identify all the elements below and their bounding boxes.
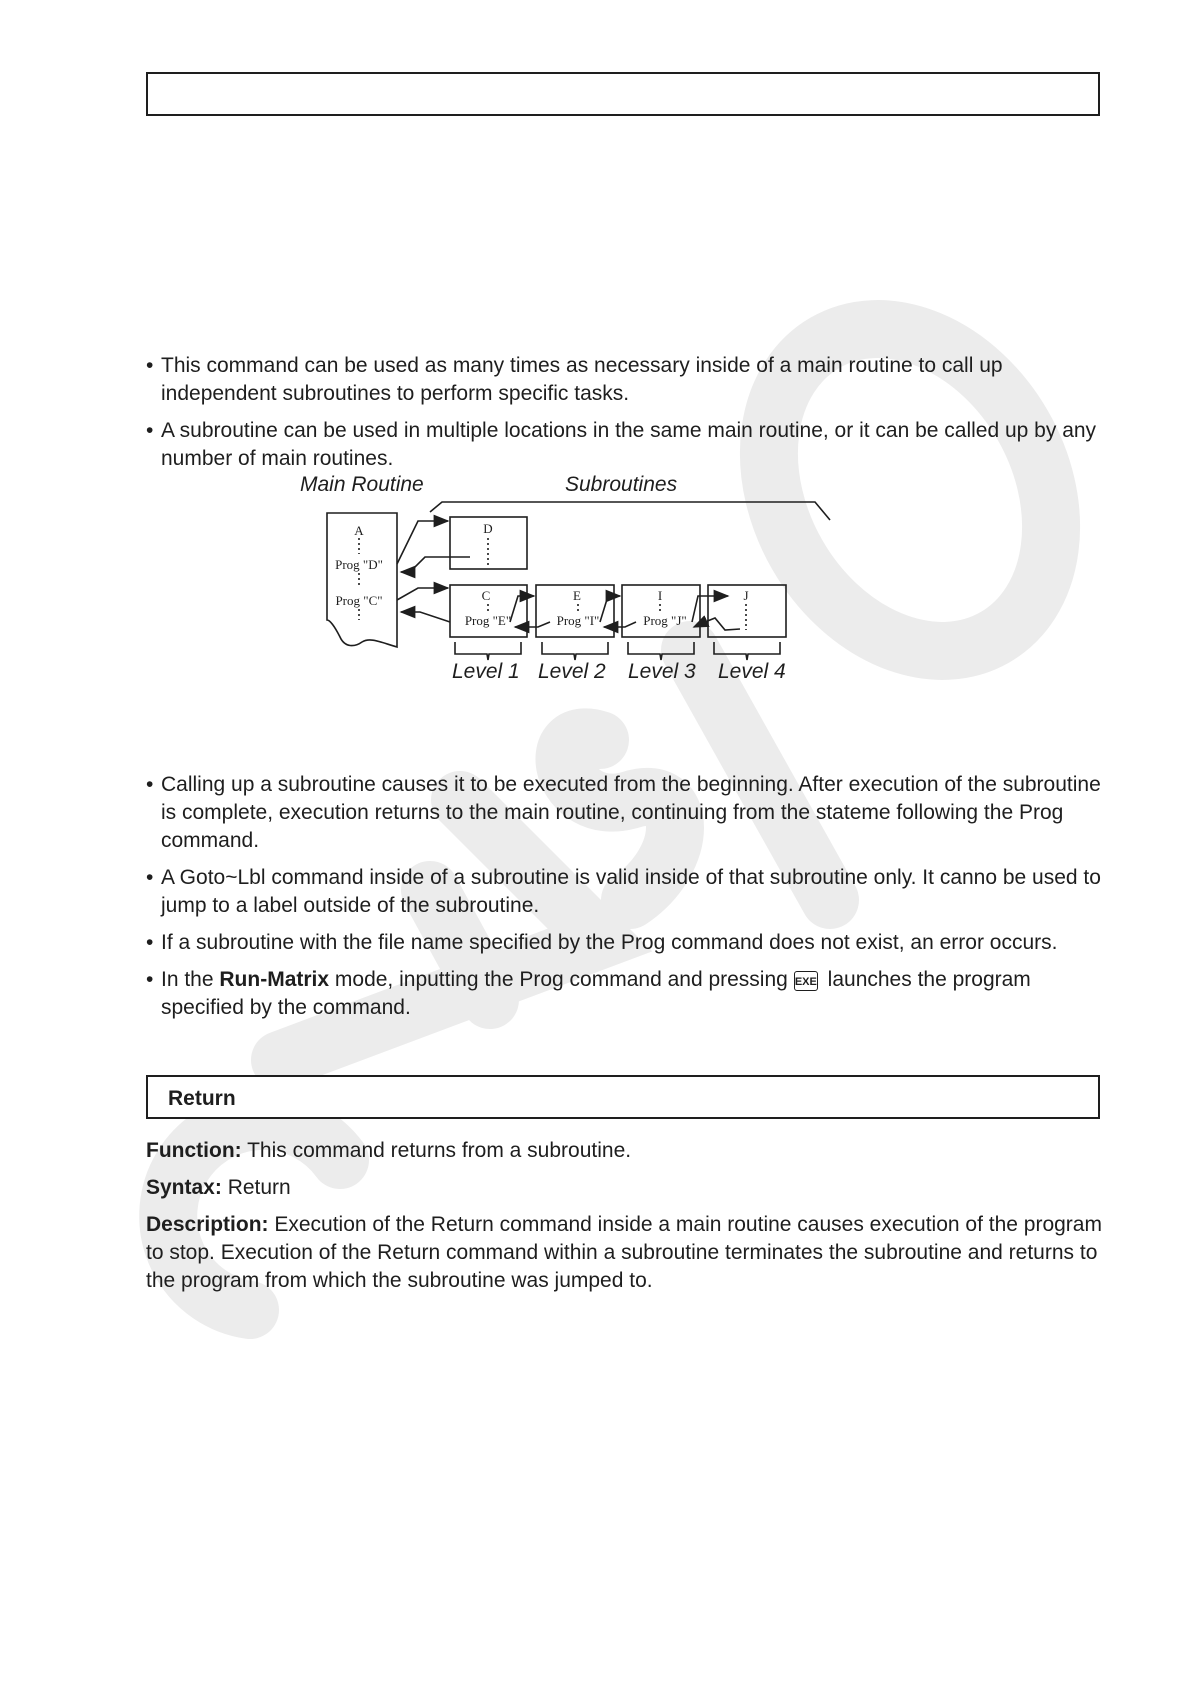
level-1-label: Level 1 (452, 660, 520, 683)
description-label: Description: (146, 1213, 269, 1236)
level-4-label: Level 4 (718, 660, 786, 683)
level-2-label: Level 2 (538, 660, 606, 683)
main-name: A (354, 523, 364, 538)
bullet-item (146, 966, 1106, 1022)
bullet-dot: • (146, 773, 154, 796)
bullet-list-top (146, 352, 1106, 482)
box-c-label: C (481, 588, 491, 603)
subroutine-diagram (300, 472, 900, 712)
return-header-title: Return (168, 1087, 236, 1110)
bullet-dot: • (146, 866, 154, 889)
syntax-paragraph (146, 1174, 1106, 1202)
box-e-prog: Prog "I" (556, 613, 600, 628)
function-text: This command returns from a subroutine. (241, 1139, 632, 1162)
box-d-label: D (483, 521, 493, 536)
bullet-item (146, 771, 1106, 855)
bullet-text: Calling up a subroutine causes it to be executed from the beginning. After execution of the subroutine is complete, execution returns to the main routine, continuing from the stateme following the Prog command. (161, 773, 1101, 852)
bullet-text-post: launches the program specified by the command. (161, 968, 1031, 1019)
bullet-dot: • (146, 968, 154, 991)
bullet-item (146, 864, 1106, 920)
bullet-text: This command can be used as many times as necessary inside of a main routine to call up independent subroutines to perform specific tasks. (161, 354, 1003, 405)
exe-key-icon: EXE (794, 971, 818, 991)
box-i-prog: Prog "J" (643, 613, 687, 628)
bullet-text-mid: mode, inputting the Prog command and pressing (329, 968, 788, 991)
box-j-label: J (743, 588, 749, 603)
box-e-label: E (573, 588, 581, 603)
bullet-item (146, 417, 1106, 473)
function-paragraph (146, 1137, 1106, 1165)
bullet-text-pre: In the (161, 968, 220, 991)
syntax-label: Syntax: (146, 1176, 222, 1199)
run-matrix-mode-name: Run-Matrix (219, 968, 330, 991)
bullet-text: If a subroutine with the file name specified by the Prog command does not exist, an error occurs. (161, 931, 1058, 954)
main-prog-d: Prog "D" (335, 557, 383, 572)
level-3-label: Level 3 (628, 660, 696, 683)
bullet-list-bottom (146, 771, 1106, 1031)
bullet-item (146, 352, 1106, 408)
description-text: Execution of the Return command inside a main routine causes execution of the program to stop. Execution of the Return command within a subroutine terminates the subroutine and returns to the program from which the subroutine was jumped to. (146, 1213, 1102, 1292)
bullet-text: A Goto~Lbl command inside of a subroutine is valid inside of that subroutine only. It canno be used to jump to a label outside of the subroutine. (161, 866, 1101, 917)
return-header-box (146, 1075, 1100, 1119)
section-header-box (146, 72, 1100, 116)
subroutines-label: Subroutines (565, 473, 678, 496)
return-body (146, 1137, 1106, 1304)
function-label: Function: (146, 1139, 242, 1162)
bullet-text: A subroutine can be used in multiple locations in the same main routine, or it can be called up by any number of main routines. (161, 419, 1097, 470)
box-i-label: I (657, 588, 663, 603)
main-prog-c: Prog "C" (335, 593, 383, 608)
box-c-prog: Prog "E" (464, 613, 512, 628)
syntax-text: Return (221, 1176, 291, 1199)
bullet-dot: • (146, 419, 154, 442)
bullet-dot: • (146, 354, 154, 377)
bullet-item (146, 929, 1106, 957)
description-paragraph (146, 1211, 1106, 1295)
main-routine-label: Main Routine (300, 473, 424, 496)
bullet-dot: • (146, 931, 154, 954)
